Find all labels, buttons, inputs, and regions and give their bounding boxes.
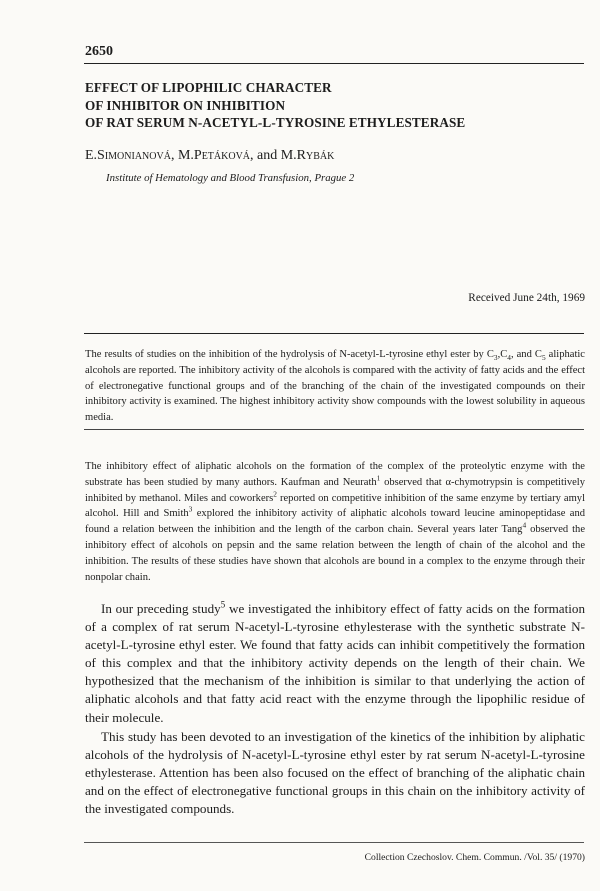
author-conjunction: and xyxy=(257,148,278,163)
intro-text-2: observed that α-chymotrypsin is competitively inhibited by methanol. Miles and coworkers xyxy=(85,476,586,504)
article-title xyxy=(85,79,585,132)
intro-text-3: reported on competitive inhibition of the same enzyme by tertiary amyl alcohol. Hill and Smith xyxy=(85,492,585,520)
title-line-2: OF INHIBITOR ON INHIBITION xyxy=(85,97,286,113)
title-line-3: OF RAT SERUM N-ACETYL-L-TYROSINE ETHYLESTERASE xyxy=(85,115,466,130)
title-line-1: EFFECT OF LIPOPHILIC CHARACTER xyxy=(85,80,332,95)
ref-2: 2 xyxy=(273,489,277,499)
author-2: M.Petáková, xyxy=(177,148,254,163)
affiliation: Institute of Hematology and Blood Transfusion, Prague 2 xyxy=(106,172,355,184)
page-number: 2650 xyxy=(85,44,113,59)
author-3: M.Rybák xyxy=(280,148,335,163)
intro-text-4: explored the inhibitory activity of aliphatic alcohols toward leucine aminopeptidase and found a relation between the inhibition and the length of the carbon chain. Several years later Tang xyxy=(85,508,585,536)
footer-rule xyxy=(84,842,584,843)
abstract-text-2: aliphatic alcohols are reported. The inhibitory activity of the alcohols is compared with the activity of fatty acids and the effect of electronegative functional groups and of the branching of the chain of the investigated compounds on their inhibitory activity is examined. The highest inhibitory activity show compounds with the lowest solubility in aqueous media. xyxy=(85,349,585,424)
para1-text-1: In our preceding study xyxy=(101,601,221,616)
body-paragraph-2: This study has been devoted to an investigation of the kinetics of the inhibition by aliphatic alcohols of the hydrolysis of N-acetyl-L-tyrosine ethyl ester by rat serum N-acetyl-L-tyrosine ethylesterase. Attention has been also focused on the effect of branching of the aliphatic chain and on the effect of electronegative functional groups in this chain on the inhibitory activity of the investigated compounds. xyxy=(85,729,585,817)
ref-3: 3 xyxy=(188,504,193,514)
abstract-and: , and C xyxy=(510,349,542,360)
abstract-sub-4: 4 xyxy=(507,353,511,363)
intro-text-5: observed the inhibitory effect of alcohols on pepsin and the same relation between the length of chain of the alcohol and the inhibition. The results of these studies have shown that alcohols are bound in a complex to the enzyme through their nonpolar chain. xyxy=(85,524,586,583)
abstract-sub-3: 3 xyxy=(493,353,498,363)
ref-1: 1 xyxy=(376,473,381,483)
journal-citation: Collection Czechoslov. Chem. Commun. /Vol. 35/ (1970) xyxy=(364,852,585,863)
abstract-bottom-rule xyxy=(84,429,584,430)
ref-4: 4 xyxy=(522,520,527,530)
para1-text-2: we investigated the inhibitory effect of fatty acids on the formation of a complex of rat serum N-acetyl-L-tyrosine ethylesterase with the synthetic substrate N-acetyl-L-tyrosine ethyl ester. We found that fatty acids can inhibit competitively the formation of this complex and that the inhibitory activity depends on the length of their chain. We hypothesized that the mechanism of the inhibition is similar to that underlying the action of aliphatic alcohols and that fatty acid react with the enzyme through the lipophilic residue of their molecule. xyxy=(85,601,585,725)
abstract-top-rule xyxy=(84,333,584,334)
body-paragraph-1 xyxy=(85,600,585,727)
abstract-comma: ,C xyxy=(497,349,508,360)
abstract-text-1: The results of studies on the inhibition of the hydrolysis of N-acetyl-L-tyrosine ethyl ester by C xyxy=(85,349,494,360)
header-rule xyxy=(84,63,584,64)
ref-5: 5 xyxy=(220,599,226,610)
author-list xyxy=(85,148,334,164)
introduction-paragraph xyxy=(85,459,585,585)
author-1: E.Simonianová, xyxy=(85,148,175,163)
abstract xyxy=(85,347,585,426)
abstract-sub-5: 5 xyxy=(541,353,546,363)
received-date: Received June 24th, 1969 xyxy=(468,292,585,304)
intro-text-1: The inhibitory effect of aliphatic alcohols on the formation of the complex of the proteolytic enzyme with the substrate has been studied by many authors. Kaufman and Neurath xyxy=(85,461,585,488)
